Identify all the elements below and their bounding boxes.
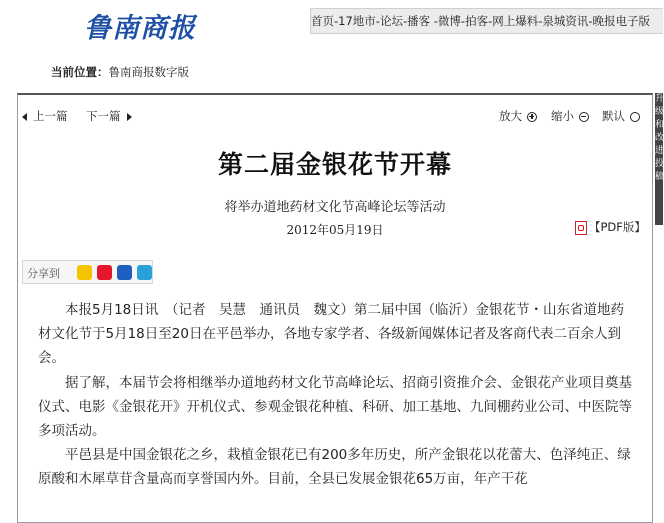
- next-article-button[interactable]: [86, 107, 132, 125]
- side-tab-char: 投: [655, 159, 664, 169]
- side-tab-char: 升: [655, 94, 664, 104]
- nav-17-cities[interactable]: -17地市: [334, 14, 376, 28]
- circle-icon: [630, 112, 640, 122]
- top-nav-bar: [310, 8, 663, 34]
- article-paragraph: 本报5月18日讯 （记者 吴慧 通讯员 魏文）第二届中国（临沂）金银花节・山东省道地药材文化节于5月18日至20日在平邑举办，各地专家学者、各级新闻媒体记者及客商代表二百余人到会。: [38, 302, 625, 367]
- nav-tips[interactable]: -网上爆料: [488, 14, 539, 28]
- pdf-link[interactable]: [575, 219, 646, 235]
- article-title: 第二届金银花节开幕: [217, 150, 452, 179]
- renren-icon[interactable]: [117, 265, 132, 280]
- article-subtitle: 将举办道地药材文化节高峰论坛等活动: [224, 200, 446, 215]
- zoom-in-label: 放大: [499, 109, 522, 123]
- default-size-button[interactable]: [602, 107, 640, 125]
- article-body: [38, 298, 634, 492]
- breadcrumb-current[interactable]: 鲁南商报数字版: [108, 65, 189, 79]
- nav-forum[interactable]: -论坛: [375, 14, 403, 28]
- next-article-label: 下一篇: [86, 109, 121, 123]
- site-logo[interactable]: 鲁南商报: [84, 13, 196, 44]
- nav-podcast[interactable]: -播客: [402, 14, 431, 28]
- breadcrumb-label: 当前位置：: [51, 65, 109, 79]
- triangle-left-icon: [22, 113, 27, 121]
- side-tab-char: 改: [655, 133, 664, 143]
- side-feedback-tab[interactable]: [655, 93, 663, 225]
- article-toolbar: [18, 107, 652, 125]
- article-paragraph: 据了解，本届节会将相继举办道地药材文化节高峰论坛、招商引资推介会、金银花产业项目奠基仪式、电影《金银花开》开机仪式、参观金银花种植、科研、加工基地、九间棚药业公司、中医院等多项活动。: [38, 374, 632, 440]
- article-panel: [17, 93, 653, 523]
- side-tab-char: 和: [655, 120, 664, 130]
- side-tab-char: 稿: [655, 172, 664, 182]
- prev-article-button[interactable]: [22, 107, 68, 125]
- zoom-out-button[interactable]: [551, 107, 589, 125]
- nav-photo[interactable]: -拍客: [460, 14, 489, 28]
- nav-weibo[interactable]: -微博: [430, 14, 461, 28]
- triangle-right-icon: [127, 113, 132, 121]
- prev-article-label: 上一篇: [33, 109, 68, 123]
- zoom-in-button[interactable]: [499, 107, 537, 125]
- share-bar: [22, 260, 153, 284]
- share-label: 分享到: [27, 267, 60, 280]
- default-size-label: 默认: [602, 109, 625, 123]
- minus-circle-icon: [579, 112, 589, 122]
- side-tab-char: 进: [655, 146, 664, 156]
- pdf-icon: [575, 221, 587, 235]
- plus-circle-icon: [527, 112, 537, 122]
- side-tab-char: 级: [655, 107, 664, 117]
- article-date: 2012年05月19日: [286, 223, 384, 237]
- nav-evening-paper[interactable]: -晚报电子版: [588, 14, 651, 28]
- breadcrumb: [51, 64, 189, 80]
- qq-weibo-icon[interactable]: [137, 265, 152, 280]
- article-paragraph: 平邑县是中国金银花之乡，栽植金银花已有200多年历史，所产金银花以花蕾大、色泽纯正、绿原酸和木犀草苷含量高而享誉国内外。目前，全县已发展金银花65万亩，年产干花: [38, 447, 631, 488]
- zoom-out-label: 缩小: [551, 109, 574, 123]
- pdf-label: 【PDF版】: [589, 220, 646, 234]
- nav-quancheng-news[interactable]: -泉城资讯: [538, 14, 589, 28]
- nav-home[interactable]: 首页: [311, 14, 334, 28]
- weibo-icon[interactable]: [97, 265, 112, 280]
- qzone-icon[interactable]: [77, 265, 92, 280]
